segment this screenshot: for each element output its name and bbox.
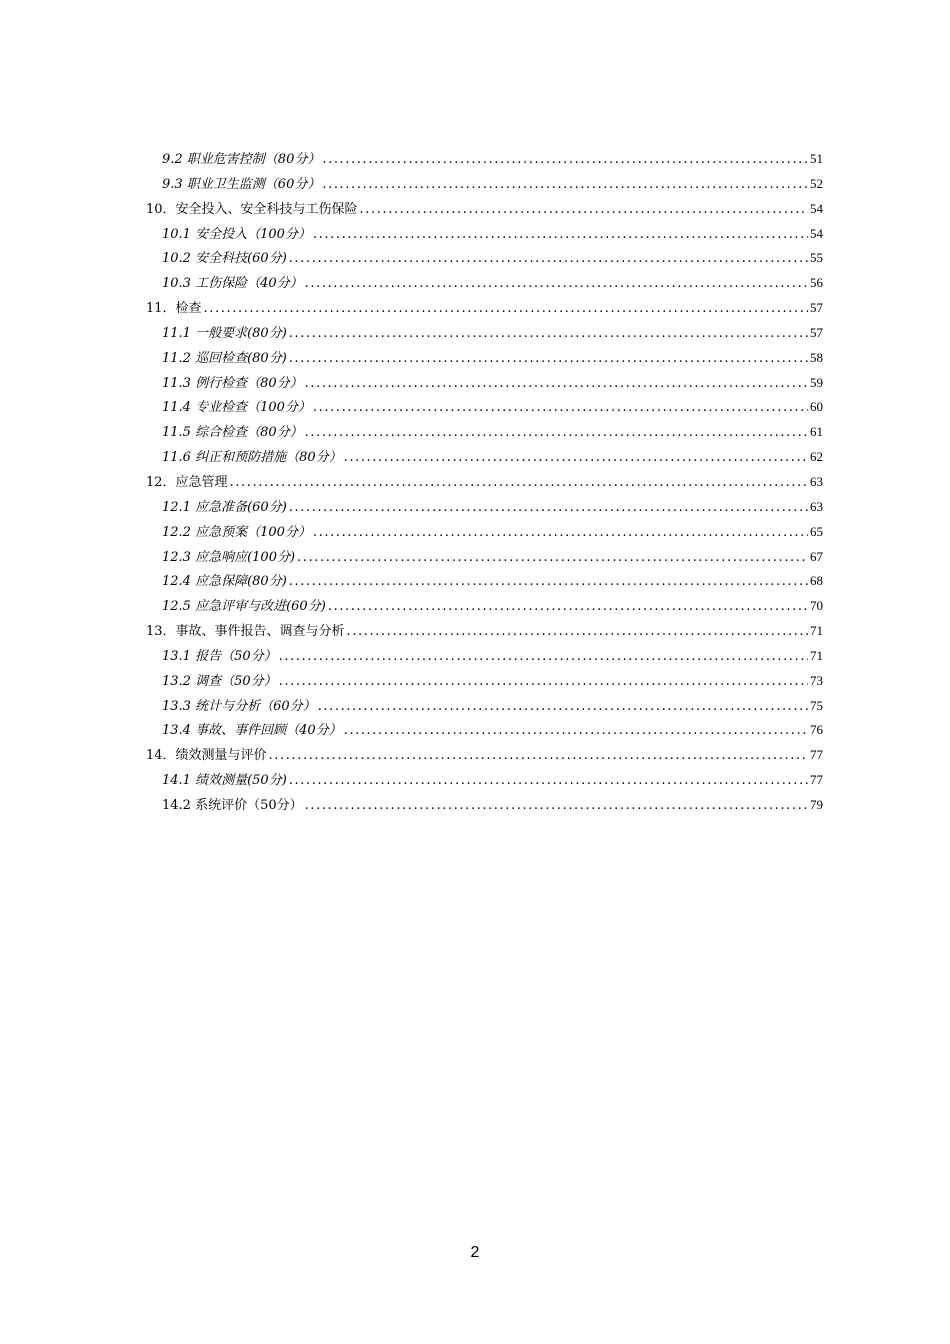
toc-entry[interactable] xyxy=(146,495,823,520)
toc-entry[interactable] xyxy=(146,197,823,222)
toc-entry-label: 10.1 安全投入（100分） xyxy=(162,226,311,242)
toc-entry[interactable] xyxy=(146,644,823,669)
toc-entry-page: 71 xyxy=(810,647,823,663)
toc-entry-label: 13.3 统计与分析（60分） xyxy=(162,698,316,714)
toc-entry-page: 59 xyxy=(810,374,823,390)
toc-entry[interactable] xyxy=(146,619,823,644)
dot-leader xyxy=(297,546,808,570)
toc-entry-label: 12．应急管理 xyxy=(146,474,228,490)
toc-entry-page: 61 xyxy=(810,424,823,440)
toc-entry-page: 75 xyxy=(810,697,823,713)
toc-entry[interactable] xyxy=(146,296,823,321)
toc-entry[interactable] xyxy=(146,669,823,694)
toc-entry-page: 52 xyxy=(810,175,823,191)
dot-leader xyxy=(289,322,808,346)
toc-entry-page: 57 xyxy=(810,324,823,340)
toc-entry[interactable] xyxy=(146,793,823,818)
toc-entry-label: 11.1 一般要求(80分) xyxy=(162,325,287,341)
toc-entry-page: 77 xyxy=(810,772,823,788)
toc-entry-page: 76 xyxy=(810,722,823,738)
toc-entry[interactable] xyxy=(146,395,823,420)
toc-entry[interactable] xyxy=(146,271,823,296)
toc-entry[interactable] xyxy=(146,569,823,594)
toc-entry[interactable] xyxy=(146,246,823,271)
toc-entry[interactable] xyxy=(146,694,823,719)
toc-entry-label: 11．检查 xyxy=(146,301,202,317)
toc-entry-label: 12.5 应急评审与改进(60分) xyxy=(162,599,326,615)
toc-entry-page: 63 xyxy=(810,473,823,489)
toc-entry-label: 14．绩效测量与评价 xyxy=(146,748,267,764)
toc-entry-page: 51 xyxy=(810,151,823,166)
toc-entry-page: 58 xyxy=(810,349,823,365)
toc-entry-page: 71 xyxy=(810,623,823,639)
toc-entry-label: 12.4 应急保障(80分) xyxy=(162,574,287,590)
dot-leader xyxy=(347,620,808,644)
toc-entry-page: 67 xyxy=(810,548,823,564)
dot-leader xyxy=(305,794,808,818)
table-of-contents xyxy=(146,147,823,818)
dot-leader xyxy=(344,719,808,743)
toc-entry-label: 13.4 事故、事件回顾（40分） xyxy=(162,723,342,739)
toc-entry-label: 9.3 职业卫生监测（60分） xyxy=(162,176,321,192)
dot-leader xyxy=(289,247,808,271)
dot-leader xyxy=(328,595,808,619)
toc-entry[interactable] xyxy=(146,420,823,445)
dot-leader xyxy=(289,347,808,371)
dot-leader xyxy=(269,744,808,768)
toc-entry-label: 13．事故、事件报告、调查与分析 xyxy=(146,624,345,640)
toc-entry-label: 12.1 应急准备(60分) xyxy=(162,499,287,515)
toc-entry-label: 13.2 调查（50分） xyxy=(162,673,277,689)
toc-entry[interactable] xyxy=(146,172,823,197)
toc-entry-page: 70 xyxy=(810,598,823,614)
toc-entry-page: 73 xyxy=(810,672,823,688)
toc-entry[interactable] xyxy=(146,594,823,619)
dot-leader xyxy=(322,173,808,197)
toc-entry-label: 11.5 综合检查（80分） xyxy=(162,425,303,441)
dot-leader xyxy=(289,570,808,594)
dot-leader xyxy=(279,670,808,694)
dot-leader xyxy=(305,421,808,445)
dot-leader xyxy=(279,645,808,669)
dot-leader xyxy=(289,496,808,520)
toc-entry-page: 57 xyxy=(810,300,823,316)
toc-entry-page: 55 xyxy=(810,250,823,266)
dot-leader xyxy=(313,396,808,420)
toc-entry-page: 56 xyxy=(810,275,823,291)
toc-entry[interactable] xyxy=(146,545,823,570)
toc-entry-page: 63 xyxy=(810,498,823,514)
dot-leader xyxy=(322,148,808,172)
toc-entry-page: 77 xyxy=(810,747,823,763)
toc-entry-label: 10.3 工伤保险（40分） xyxy=(162,276,303,292)
toc-entry-label: 11.3 例行检查（80分） xyxy=(162,375,303,391)
toc-entry-page: 60 xyxy=(810,399,823,415)
toc-entry-label: 10.2 安全科技(60分) xyxy=(162,251,287,267)
page-number: 2 xyxy=(470,1244,480,1261)
dot-leader xyxy=(313,521,808,545)
toc-entry-label: 12.2 应急预案（100分） xyxy=(162,524,311,540)
toc-entry[interactable] xyxy=(146,147,823,172)
toc-entry-label: 14.1 绩效测量(50分) xyxy=(162,773,287,789)
dot-leader xyxy=(313,223,808,247)
toc-entry-label: 10．安全投入、安全科技与工伤保险 xyxy=(146,201,358,217)
dot-leader xyxy=(318,695,808,719)
toc-entry-label: 11.6 纠正和预防措施（80分） xyxy=(162,450,342,466)
toc-entry[interactable] xyxy=(146,470,823,495)
toc-entry-page: 62 xyxy=(810,449,823,465)
toc-entry-page: 54 xyxy=(810,200,823,216)
toc-entry-page: 79 xyxy=(810,796,823,812)
toc-entry[interactable] xyxy=(146,718,823,743)
toc-entry-label: 9.2 职业危害控制（80分） xyxy=(162,152,321,167)
dot-leader xyxy=(289,769,808,793)
toc-entry-page: 68 xyxy=(810,573,823,589)
toc-entry[interactable] xyxy=(146,371,823,396)
toc-entry[interactable] xyxy=(146,520,823,545)
toc-entry-page: 54 xyxy=(810,225,823,241)
dot-leader xyxy=(305,372,808,396)
toc-entry[interactable] xyxy=(146,346,823,371)
dot-leader xyxy=(204,297,808,321)
toc-entry-page: 65 xyxy=(810,523,823,539)
toc-entry[interactable] xyxy=(146,222,823,247)
dot-leader xyxy=(305,272,808,296)
toc-entry-label: 14.2 系统评价（50分） xyxy=(162,797,303,813)
toc-entry[interactable] xyxy=(146,743,823,768)
dot-leader xyxy=(360,198,808,222)
toc-entry-label: 11.2 巡回检查(80分) xyxy=(162,350,287,366)
dot-leader xyxy=(344,446,808,470)
toc-entry-label: 11.4 专业检查（100分） xyxy=(162,400,311,416)
toc-entry[interactable] xyxy=(146,768,823,793)
toc-entry-label: 13.1 报告（50分） xyxy=(162,648,277,664)
dot-leader xyxy=(230,471,808,495)
toc-entry-label: 12.3 应急响应(100分) xyxy=(162,549,296,565)
toc-entry[interactable] xyxy=(146,445,823,470)
toc-entry[interactable] xyxy=(146,321,823,346)
